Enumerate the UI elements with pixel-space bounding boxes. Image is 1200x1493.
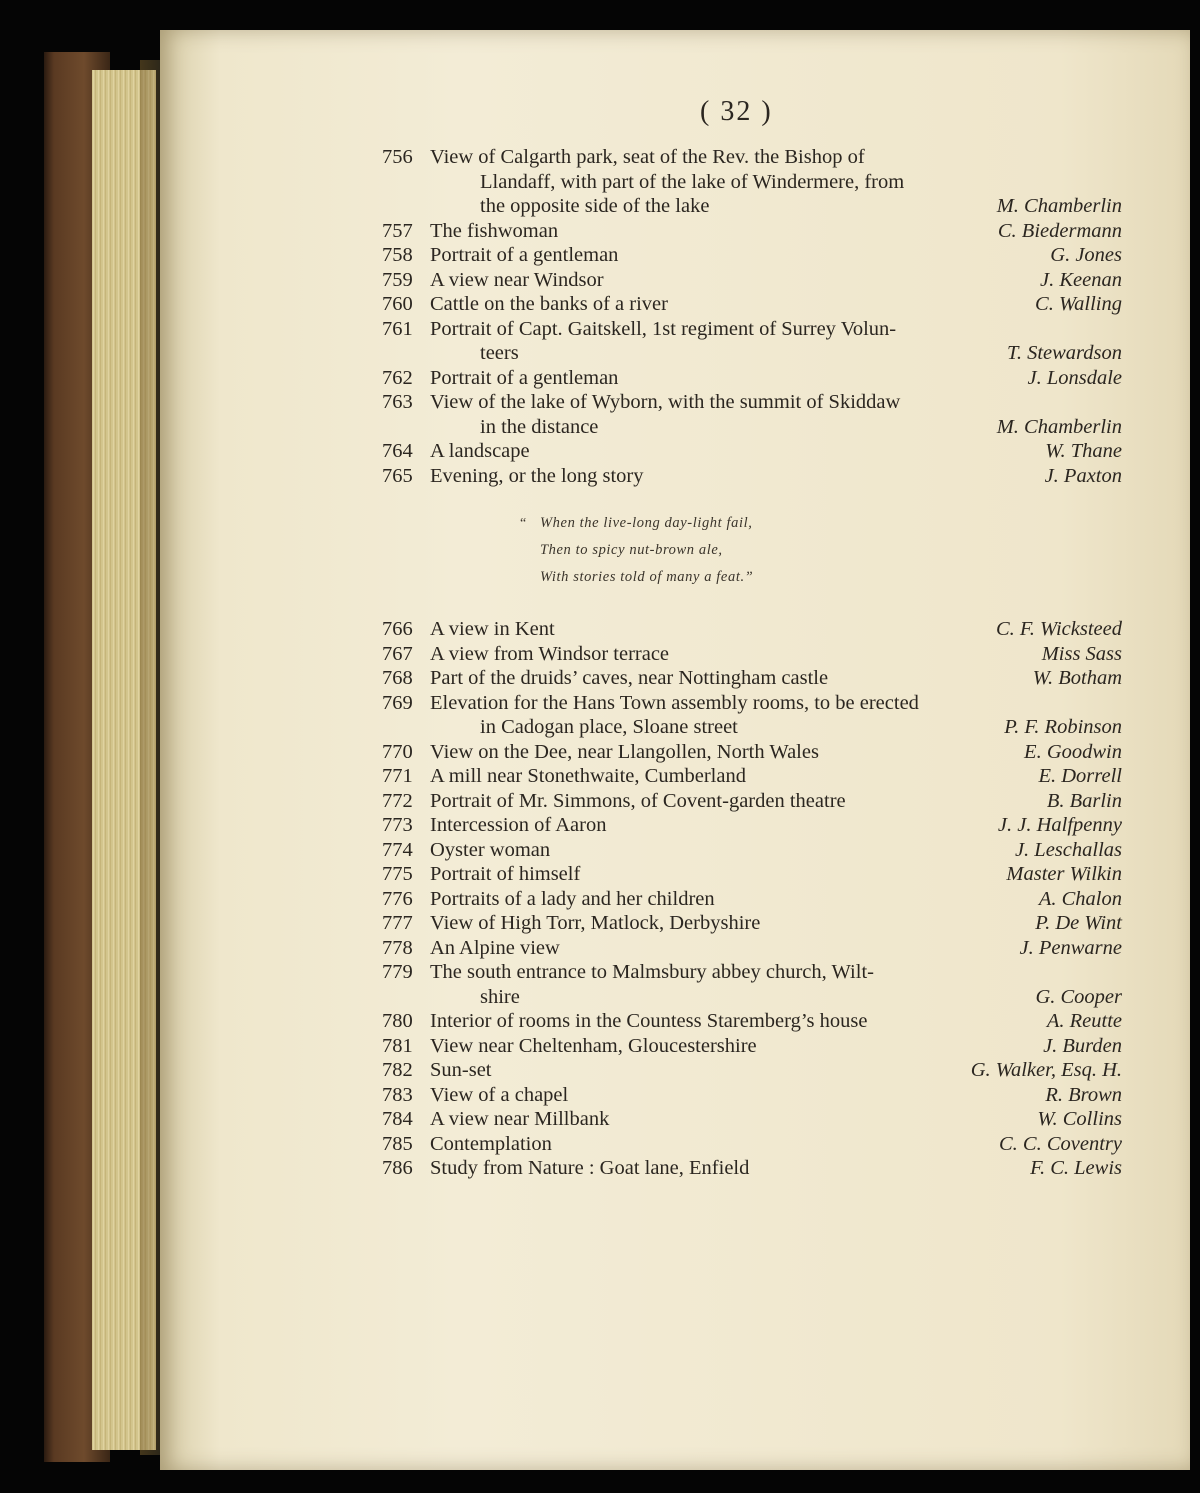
catalogue-line [0,912,1200,938]
entry-title: A view from Windsor terrace [430,642,670,665]
entry-artist: E. Goodwin [1024,740,1122,763]
catalogue-line [0,667,1200,693]
entry-artist: C. Biedermann [997,219,1122,242]
entry-title: Portrait of Mr. Simmons, of Covent-garden theatre [430,789,846,812]
entry-number: 762 [382,366,413,389]
entry-title: A landscape [430,440,530,462]
entry-title: A view near Millbank [430,1108,610,1130]
entry-title: A mill near Stonethwaite, Cumberland [430,765,746,787]
entry-title: The south entrance to Malmsbury abbey church, Wilt- [430,961,874,983]
catalogue-line [0,863,1200,889]
entry-title: Portrait of himself [430,863,581,885]
catalogue-line [0,618,1200,644]
catalogue-line [0,465,1200,491]
entry-artist: C. Walling [1035,293,1122,315]
entry-artist: M. Chamberlin [996,195,1122,217]
entry-artist: J. Lonsdale [1027,366,1122,389]
entry-number: 763 [382,391,413,413]
quote-line: When the live-long day-light fail, [540,515,753,531]
catalogue-line [0,220,1200,246]
catalogue-line [0,1108,1200,1134]
entry-title: in Cadogan place, Sloane street [480,716,738,738]
entry-title: View of Calgarth park, seat of the Rev. the Bishop of [430,146,865,168]
entry-title: The fishwoman [430,219,559,242]
entry-artist: P. F. Robinson [1004,716,1122,738]
entry-title: Study from Nature : Goat lane, Enfield [430,1157,750,1179]
entry-number: 783 [382,1083,413,1106]
entry-artist: F. C. Lewis [1030,1157,1122,1179]
catalogue-line [0,814,1200,840]
entry-number: 768 [382,667,413,689]
entry-title: Portrait of a gentleman [430,244,619,266]
entry-number: 775 [382,863,413,885]
catalogue-line [0,342,1200,368]
entry-number: 764 [382,440,413,462]
catalogue-line [0,643,1200,669]
entry-artist: A. Reutte [1046,1010,1122,1032]
entry-title: Llandaff, with part of the lake of Windermere, from [480,170,905,193]
catalogue-line [0,146,1200,172]
catalogue-line [0,1084,1200,1110]
entry-title: Sun-set [430,1059,492,1081]
catalogue-line [0,244,1200,270]
entry-title: A view in Kent [430,618,555,640]
catalogue-line [0,1059,1200,1085]
entry-artist: J. Paxton [1044,464,1122,487]
entry-title: View of High Torr, Matlock, Derbyshire [430,912,761,934]
catalogue-line [0,790,1200,816]
catalogue-line [0,1035,1200,1061]
entry-number: 759 [382,268,413,291]
entry-title: the opposite side of the lake [480,195,710,217]
entry-number: 776 [382,887,413,910]
entry-title: View on the Dee, near Llangollen, North Wales [430,740,819,763]
entry-number: 760 [382,293,413,315]
entry-artist: C. F. Wicksteed [995,618,1122,640]
catalogue-line [0,367,1200,393]
catalogue-line [0,741,1200,767]
entry-artist: Miss Sass [1041,642,1122,665]
entry-number: 766 [382,618,413,640]
entry-artist: Master Wilkin [1006,863,1122,885]
entry-artist: P. De Wint [1035,912,1122,934]
entry-number: 784 [382,1108,413,1130]
entry-artist: J. Penwarne [1019,936,1122,959]
entry-artist: J. Keenan [1040,268,1122,291]
entry-artist: J. Leschallas [1014,838,1122,861]
catalogue-line [0,692,1200,718]
entry-title: Portrait of Capt. Gaitskell, 1st regiment of Surrey Volun- [430,317,897,340]
entry-title: Elevation for the Hans Town assembly rooms, to be erected [430,691,919,714]
catalogue-line [0,888,1200,914]
quote-open-mark: “ [520,516,527,531]
entry-number: 758 [382,244,413,266]
entry-title: Intercession of Aaron [430,814,607,836]
entry-number: 785 [382,1132,413,1155]
catalogue-line [0,765,1200,791]
catalogue-line [0,1010,1200,1036]
catalogue-line [0,440,1200,466]
entry-artist: B. Barlin [1046,789,1122,812]
entry-number: 772 [382,789,413,812]
entry-number: 773 [382,814,413,836]
entry-title: An Alpine view [430,936,560,959]
entry-number: 786 [382,1157,413,1179]
entry-number: 771 [382,765,413,787]
entry-artist: W. Thane [1045,440,1122,462]
catalogue-line [0,171,1200,197]
catalogue-line [0,416,1200,442]
entry-title: teers [480,342,519,364]
entry-artist: G. Cooper [1035,985,1122,1008]
entry-artist: M. Chamberlin [996,415,1122,438]
quote-line: With stories told of many a feat.” [540,569,754,585]
entry-title: View of the lake of Wyborn, with the summit of Skiddaw [430,391,901,413]
entry-title: View near Cheltenham, Gloucestershire [430,1034,757,1057]
entry-title: in the distance [480,415,599,438]
entry-title: Cattle on the banks of a river [430,293,668,315]
quote-line: Then to spicy nut-brown ale, [540,542,723,558]
catalogue-line [0,986,1200,1012]
entry-number: 769 [382,691,413,714]
entry-title: Interior of rooms in the Countess Staremberg’s house [430,1010,868,1032]
catalogue-line [0,1157,1200,1183]
entry-number: 761 [382,317,413,340]
catalogue-line [0,716,1200,742]
entry-artist: G. Jones [1050,244,1122,266]
entry-number: 777 [382,912,413,934]
entry-artist: A. Chalon [1038,887,1122,910]
entry-title: Portraits of a lady and her children [430,887,715,910]
entry-number: 781 [382,1034,413,1057]
catalogue-line [0,1133,1200,1159]
entry-number: 782 [382,1059,413,1081]
entry-artist: E. Dorrell [1038,765,1122,787]
catalogue-line [0,269,1200,295]
entry-artist: J. Burden [1043,1034,1122,1057]
entry-artist: W. Botham [1032,667,1122,689]
entry-title: A view near Windsor [430,268,604,291]
entry-title: Part of the druids’ caves, near Nottingham castle [430,667,829,689]
entry-title: Contemplation [430,1132,552,1155]
entry-title: View of a chapel [430,1083,569,1106]
entry-number: 756 [382,146,413,168]
entry-title: Portrait of a gentleman [430,366,619,389]
page-header: ( 32 ) [700,96,773,127]
entry-number: 780 [382,1010,413,1032]
entry-artist: W. Collins [1037,1108,1122,1130]
entry-artist: G. Walker, Esq. H. [970,1059,1122,1081]
entry-number: 778 [382,936,413,959]
catalogue-line [0,195,1200,221]
entry-artist: T. Stewardson [1006,342,1122,364]
entry-title: Evening, or the long story [430,464,644,487]
catalogue-line [0,391,1200,417]
catalogue-line [0,961,1200,987]
entry-artist: R. Brown [1045,1083,1122,1106]
catalogue-line [0,318,1200,344]
entry-number: 765 [382,464,413,487]
entry-number: 779 [382,961,413,983]
entry-number: 770 [382,740,413,763]
entry-artist: C. C. Coventry [999,1132,1122,1155]
entry-artist: J. J. Halfpenny [997,814,1122,836]
entry-number: 774 [382,838,413,861]
entry-title: shire [480,985,520,1008]
catalogue-line [0,839,1200,865]
catalogue-line [0,293,1200,319]
entry-title: Oyster woman [430,838,551,861]
entry-number: 767 [382,642,413,665]
catalogue-line [0,937,1200,963]
entry-number: 757 [382,219,413,242]
